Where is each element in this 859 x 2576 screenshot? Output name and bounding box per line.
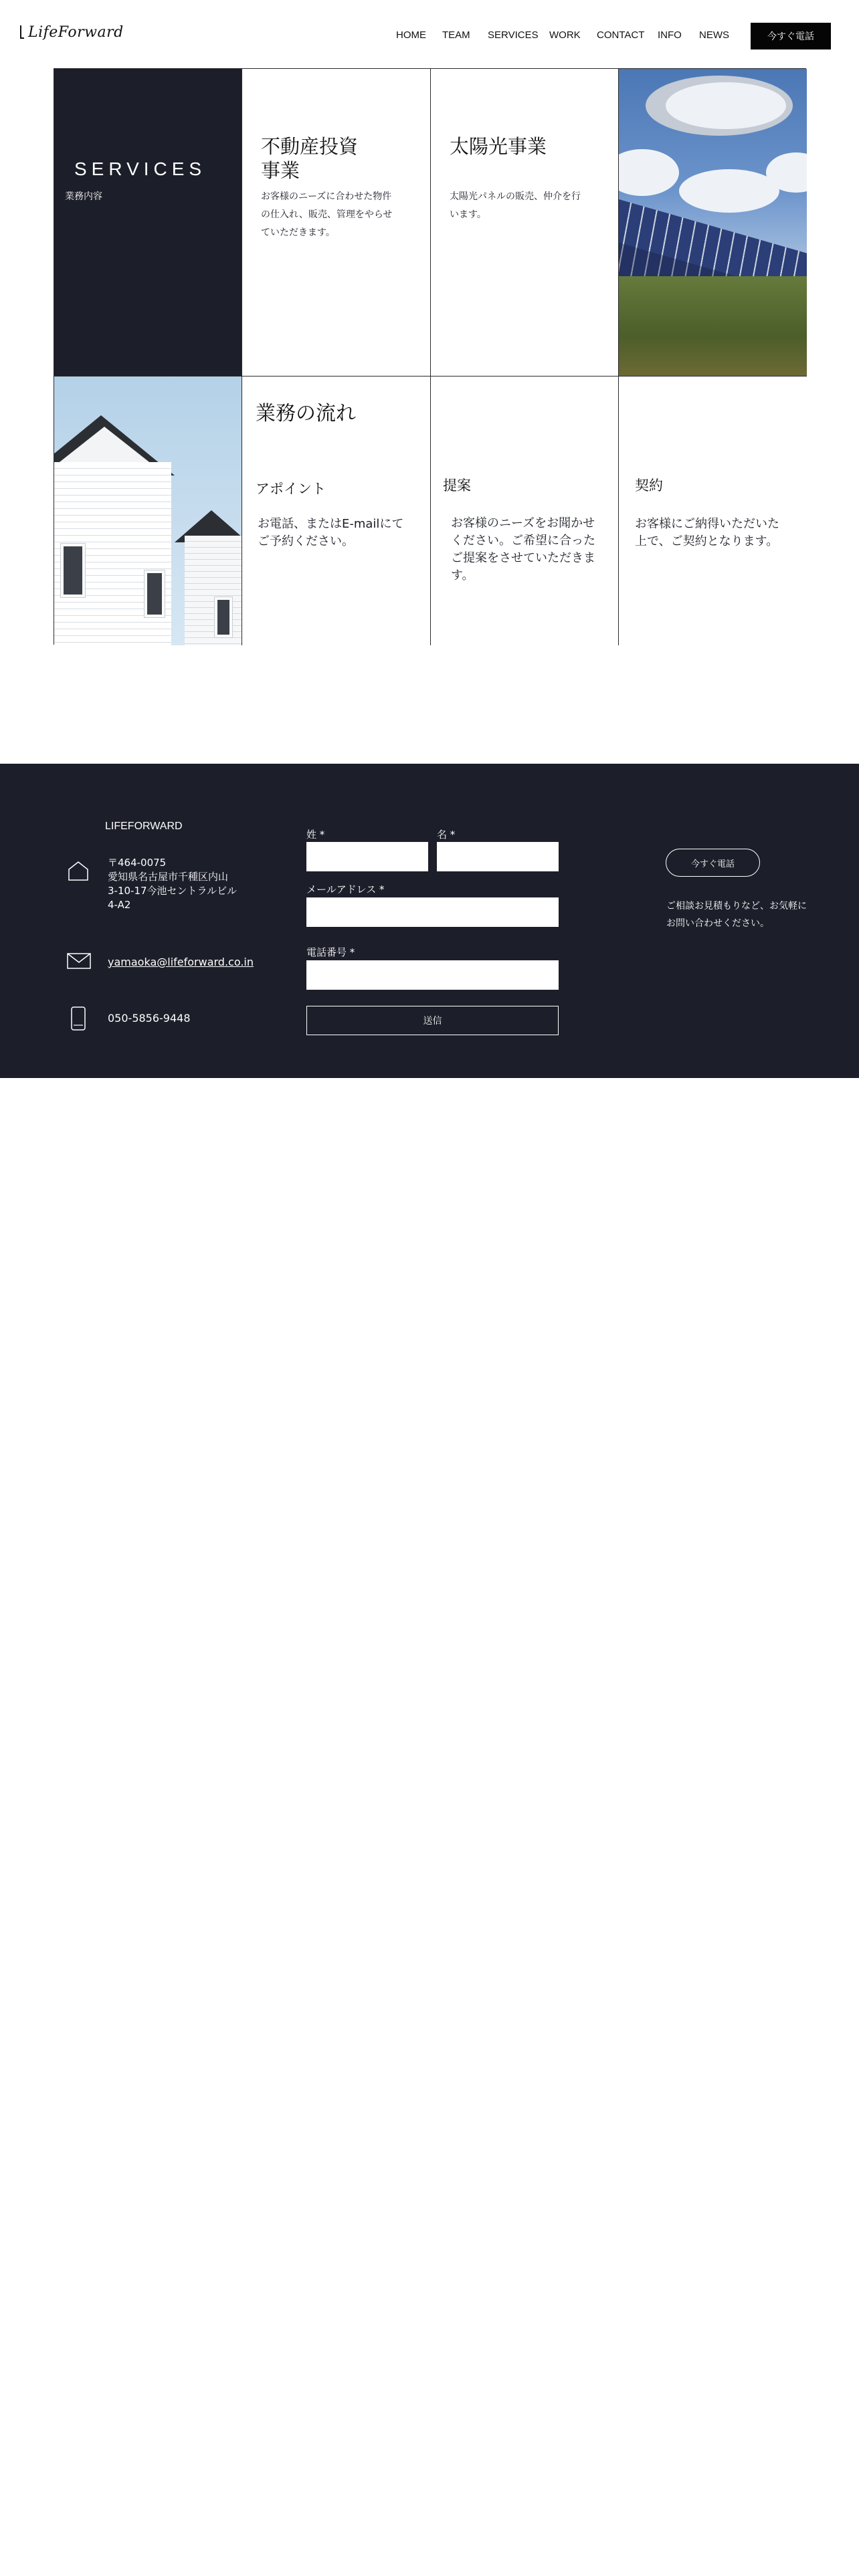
house-window <box>215 597 232 637</box>
address <box>108 856 237 912</box>
description-line: 上で、ご契約となります。 <box>635 534 779 548</box>
phone-label: 電話番号 * <box>306 946 355 958</box>
site-header <box>0 0 859 70</box>
main-nav <box>0 27 859 44</box>
description-line: 太陽光パネルの販売、仲介を行 <box>450 191 581 202</box>
phone-number: 050-5856-9448 <box>108 1012 191 1025</box>
last-name-label: 姓 * <box>306 829 325 841</box>
real-estate-description <box>261 188 392 242</box>
house-window <box>61 544 85 597</box>
email-label: メールアドレス * <box>306 883 385 895</box>
real-estate-title-line: 事業 <box>261 159 300 182</box>
consult-note <box>666 897 807 932</box>
cloud <box>679 169 779 213</box>
solar-panel-image <box>619 69 807 377</box>
appointment-description <box>258 516 403 550</box>
description-line: ていただきます。 <box>261 227 335 238</box>
description-line: お客様のニーズをお聞かせ <box>451 516 595 530</box>
services-grid <box>54 68 806 645</box>
nav-info[interactable]: INFO <box>658 29 682 41</box>
contract-title: 契約 <box>635 477 663 494</box>
flow-title: 業務の流れ <box>256 402 356 425</box>
footer-call-button[interactable]: 今すぐ電話 <box>666 849 760 877</box>
address-line: 4-A2 <box>108 899 131 911</box>
solar-title: 太陽光事業 <box>450 135 547 158</box>
nav-work[interactable]: WORK <box>549 29 581 41</box>
description-line: お客様のニーズに合わせた物件 <box>261 191 392 202</box>
description-line: います。 <box>450 209 486 220</box>
nav-team[interactable]: TEAM <box>442 29 470 41</box>
services-heading-cell <box>54 69 242 377</box>
real-estate-title-line: 不動産投資 <box>261 135 359 158</box>
description-line: ください。ご希望に合った <box>451 534 595 548</box>
logo-text: LifeForward <box>28 23 124 41</box>
grass-field <box>619 276 807 377</box>
address-line: 〒464-0075 <box>108 857 167 869</box>
first-name-field[interactable] <box>437 842 559 871</box>
envelope-icon <box>67 953 91 972</box>
flow-proposal-cell <box>431 377 619 645</box>
services-subtitle: 業務内容 <box>65 191 102 202</box>
mobile-phone-icon <box>71 1006 86 1033</box>
nav-news[interactable]: NEWS <box>699 29 729 41</box>
first-name-label: 名 * <box>437 829 456 841</box>
description-line: お電話、またはE-mailにて <box>258 517 404 531</box>
address-line: 3-10-17今池セントラルビル <box>108 885 237 897</box>
house-wall <box>185 536 242 645</box>
solar-description <box>450 188 581 224</box>
proposal-title: 提案 <box>443 477 471 494</box>
email-link[interactable]: yamaoka@lifeforward.co.in <box>108 956 254 968</box>
nav-services[interactable]: SERVICES <box>488 29 539 41</box>
description-line: お客様にご納得いただいた <box>635 517 779 531</box>
submit-button[interactable]: 送信 <box>306 1006 559 1035</box>
address-line: 愛知県名古屋市千種区内山 <box>108 871 229 883</box>
real-estate-title <box>261 134 358 183</box>
contract-description <box>635 516 779 550</box>
phone-field[interactable] <box>306 960 559 990</box>
email-field[interactable] <box>306 897 559 927</box>
appointment-title: アポイント <box>256 481 326 497</box>
nav-home[interactable]: HOME <box>396 29 426 41</box>
proposal-description <box>451 515 618 584</box>
description-line: の仕入れ、販売、管理をやらせ <box>261 209 393 220</box>
solar-cell <box>431 69 619 377</box>
description-line: ご提案をさせていただきます。 <box>451 551 595 582</box>
flow-contract-cell <box>619 377 807 645</box>
nav-contact[interactable]: CONTACT <box>597 29 645 41</box>
last-name-field[interactable] <box>306 842 428 871</box>
footer-contact-section <box>0 764 859 1078</box>
real-estate-cell <box>242 69 431 377</box>
consult-line: お問い合わせください。 <box>666 918 769 929</box>
house-window <box>145 570 165 617</box>
flow-appointment-cell <box>242 377 431 645</box>
company-name: LIFEFORWARD <box>105 821 183 832</box>
description-line: ご予約ください。 <box>258 534 354 548</box>
services-title: SERVICES <box>74 158 207 179</box>
consult-line: ご相談お見積もりなど、お気軽に <box>666 901 807 911</box>
home-icon <box>67 860 90 884</box>
cloud <box>666 82 786 129</box>
house-image <box>54 377 242 645</box>
call-now-button[interactable]: 今すぐ電話 <box>751 23 831 49</box>
